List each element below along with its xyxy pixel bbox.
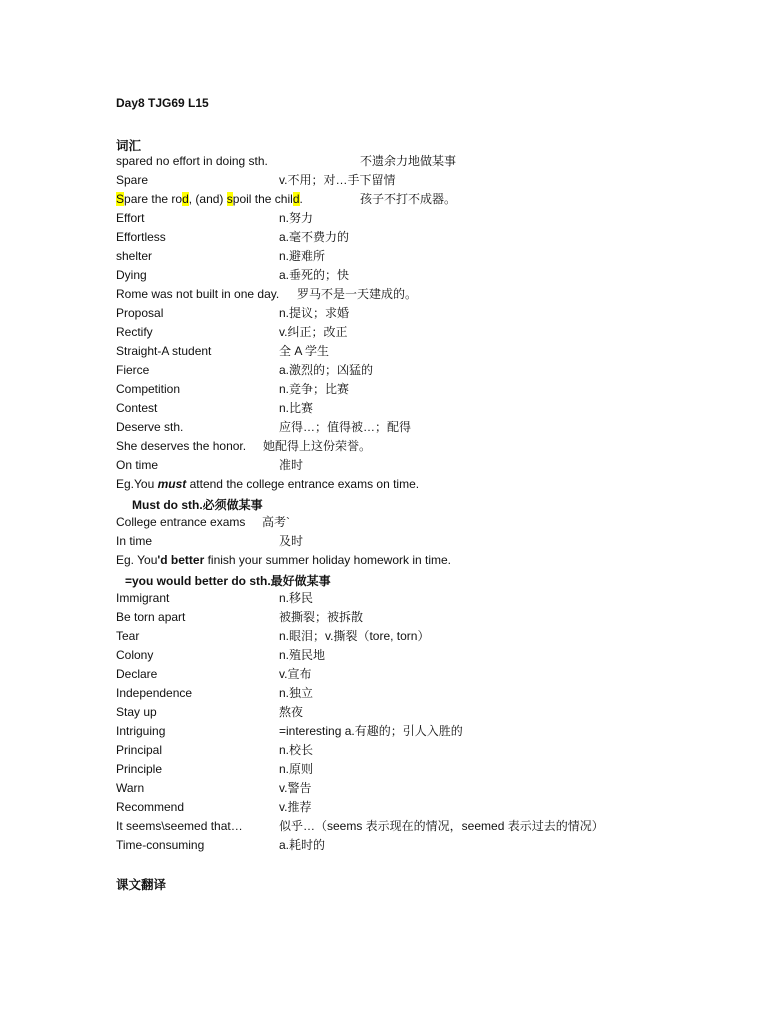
vocab-entry <box>116 722 676 741</box>
vocab-term: Independence <box>116 686 193 700</box>
vocab-term: Principal <box>116 743 163 757</box>
vocab-entry <box>116 798 676 817</box>
vocab-entry <box>116 665 676 684</box>
vocab-definition: n.竞争；比赛 <box>279 382 350 396</box>
vocab-term: Proposal <box>116 306 164 320</box>
term-fragment: Eg.You <box>116 477 158 491</box>
vocab-definition: 熬夜 <box>279 705 304 719</box>
vocab-definition: 罗马不是一天建成的。 <box>297 287 418 301</box>
vocab-entry <box>116 304 676 323</box>
vocab-definition: a.耗时的 <box>279 838 326 852</box>
vocab-entry <box>116 228 676 247</box>
vocab-term: Competition <box>116 382 181 396</box>
vocab-term: spared no effort in doing sth. <box>116 154 268 168</box>
vocab-entry <box>116 741 676 760</box>
vocab-term: Contest <box>116 401 158 415</box>
vocab-definition: n.避难所 <box>279 249 326 263</box>
section-heading-vocabulary: 词汇 <box>116 139 142 153</box>
vocab-entry <box>116 551 676 570</box>
vocab-definition: v.推荐 <box>279 800 312 814</box>
vocab-entry <box>116 190 676 209</box>
vocab-entry <box>116 285 676 304</box>
grammar-note: Must do sth.必须做某事 <box>132 498 263 512</box>
vocab-entry <box>116 836 676 855</box>
vocab-definition: 被撕裂；被拆散 <box>279 610 364 624</box>
vocab-definition: 高考` <box>262 515 290 529</box>
vocab-term: Recommend <box>116 800 185 814</box>
term-fragment: 'd better <box>157 553 205 567</box>
vocab-term: Intriguing <box>116 724 166 738</box>
vocab-term: It seems\seemed that… <box>116 819 243 833</box>
vocab-entry <box>116 627 676 646</box>
vocab-term: Immigrant <box>116 591 170 605</box>
term-fragment: Eg. You <box>116 553 158 567</box>
vocab-term: Dying <box>116 268 147 282</box>
vocab-definition: n.提议；求婚 <box>279 306 350 320</box>
vocab-definition: n.殖民地 <box>279 648 326 662</box>
vocab-term: Rectify <box>116 325 153 339</box>
page-title: Day8 TJG69 L15 <box>116 96 209 110</box>
vocab-entry <box>116 171 676 190</box>
section-heading-translation: 课文翻译 <box>116 878 167 892</box>
vocab-term: Spare <box>116 173 149 187</box>
vocab-entry <box>116 418 676 437</box>
vocab-entry <box>116 817 676 836</box>
vocab-term: Declare <box>116 667 158 681</box>
term-fragment: poil the chil <box>232 192 293 206</box>
vocab-entry <box>116 779 676 798</box>
vocab-entry <box>116 608 676 627</box>
term-fragment: finish your summer holiday homework in time. <box>204 553 452 567</box>
term-fragment: attend the college entrance exams on time. <box>186 477 420 491</box>
vocab-entry <box>116 361 676 380</box>
vocab-definition: 准时 <box>279 458 304 472</box>
vocab-entry <box>116 437 676 456</box>
term-fragment: pare the ro <box>124 192 183 206</box>
vocab-term: Principle <box>116 762 163 776</box>
vocab-definition: n.眼泪；v.撕裂（tore, torn） <box>279 629 430 643</box>
vocab-definition: n.移民 <box>279 591 314 605</box>
vocab-term <box>116 551 451 570</box>
term-fragment: d <box>182 192 189 206</box>
term-fragment: d <box>292 192 300 206</box>
vocab-term: Effortless <box>116 230 166 244</box>
vocab-entry <box>116 380 676 399</box>
grammar-note: =you would better do sth.最好做某事 <box>125 574 331 588</box>
term-fragment: S <box>116 192 125 206</box>
vocab-term: In time <box>116 534 153 548</box>
vocab-definition: n.原则 <box>279 762 314 776</box>
vocab-entry <box>116 399 676 418</box>
vocab-entry <box>116 589 676 608</box>
vocab-entry <box>116 456 676 475</box>
vocab-entry <box>116 266 676 285</box>
vocab-term <box>116 475 419 494</box>
vocab-term: Be torn apart <box>116 610 186 624</box>
vocab-definition: v.警告 <box>279 781 312 795</box>
vocab-entry <box>116 247 676 266</box>
vocab-definition: a.垂死的；快 <box>279 268 350 282</box>
term-fragment: s <box>226 192 233 206</box>
vocab-term: Deserve sth. <box>116 420 184 434</box>
vocab-term: On time <box>116 458 159 472</box>
vocab-term: She deserves the honor. <box>116 439 247 453</box>
vocab-definition: v.不用；对…手下留情 <box>279 173 396 187</box>
vocab-definition: v.纠正；改正 <box>279 325 348 339</box>
vocab-term: College entrance exams <box>116 515 246 529</box>
vocab-entry <box>116 760 676 779</box>
vocab-definition: v.宣布 <box>279 667 312 681</box>
vocab-term: shelter <box>116 249 153 263</box>
vocab-definition: =interesting a.有趣的；引人入胜的 <box>279 724 463 738</box>
term-fragment: , (and) <box>188 192 227 206</box>
vocab-term: Stay up <box>116 705 157 719</box>
term-fragment: . <box>299 192 303 206</box>
vocab-definition: 全 A 学生 <box>279 344 330 358</box>
vocab-entry <box>116 209 676 228</box>
vocab-entry <box>116 532 676 551</box>
vocab-definition: n.努力 <box>279 211 314 225</box>
vocab-term: Colony <box>116 648 154 662</box>
vocab-definition: a.毫不费力的 <box>279 230 350 244</box>
vocab-term: Warn <box>116 781 145 795</box>
term-fragment: must <box>157 477 187 491</box>
vocab-entry <box>116 475 676 494</box>
vocab-term: Fierce <box>116 363 150 377</box>
vocab-definition: n.比赛 <box>279 401 314 415</box>
vocab-definition: 似乎…（seems 表示现在的情况，seemed 表示过去的情况） <box>279 819 604 833</box>
vocab-entry <box>116 646 676 665</box>
vocab-entry <box>116 684 676 703</box>
vocab-term: Straight-A student <box>116 344 212 358</box>
vocab-definition: n.独立 <box>279 686 314 700</box>
vocab-definition: 她配得上这份荣誉。 <box>263 439 372 453</box>
vocab-term: Rome was not built in one day. <box>116 287 280 301</box>
vocab-definition: a.激烈的；凶猛的 <box>279 363 374 377</box>
vocab-definition: 不遗余力地做某事 <box>360 154 457 168</box>
vocab-term <box>116 190 303 209</box>
vocab-term: Tear <box>116 629 140 643</box>
vocab-definition: 孩子不打不成器。 <box>360 192 457 206</box>
vocab-definition: 应得…；值得被…；配得 <box>279 420 412 434</box>
vocab-entry <box>116 323 676 342</box>
vocab-entry <box>116 342 676 361</box>
vocab-definition: 及时 <box>279 534 304 548</box>
vocab-definition: n.校长 <box>279 743 314 757</box>
vocab-term: Effort <box>116 211 145 225</box>
vocab-entry <box>116 703 676 722</box>
vocab-term: Time-consuming <box>116 838 205 852</box>
vocab-entry <box>116 152 676 171</box>
vocab-entry <box>116 513 676 532</box>
